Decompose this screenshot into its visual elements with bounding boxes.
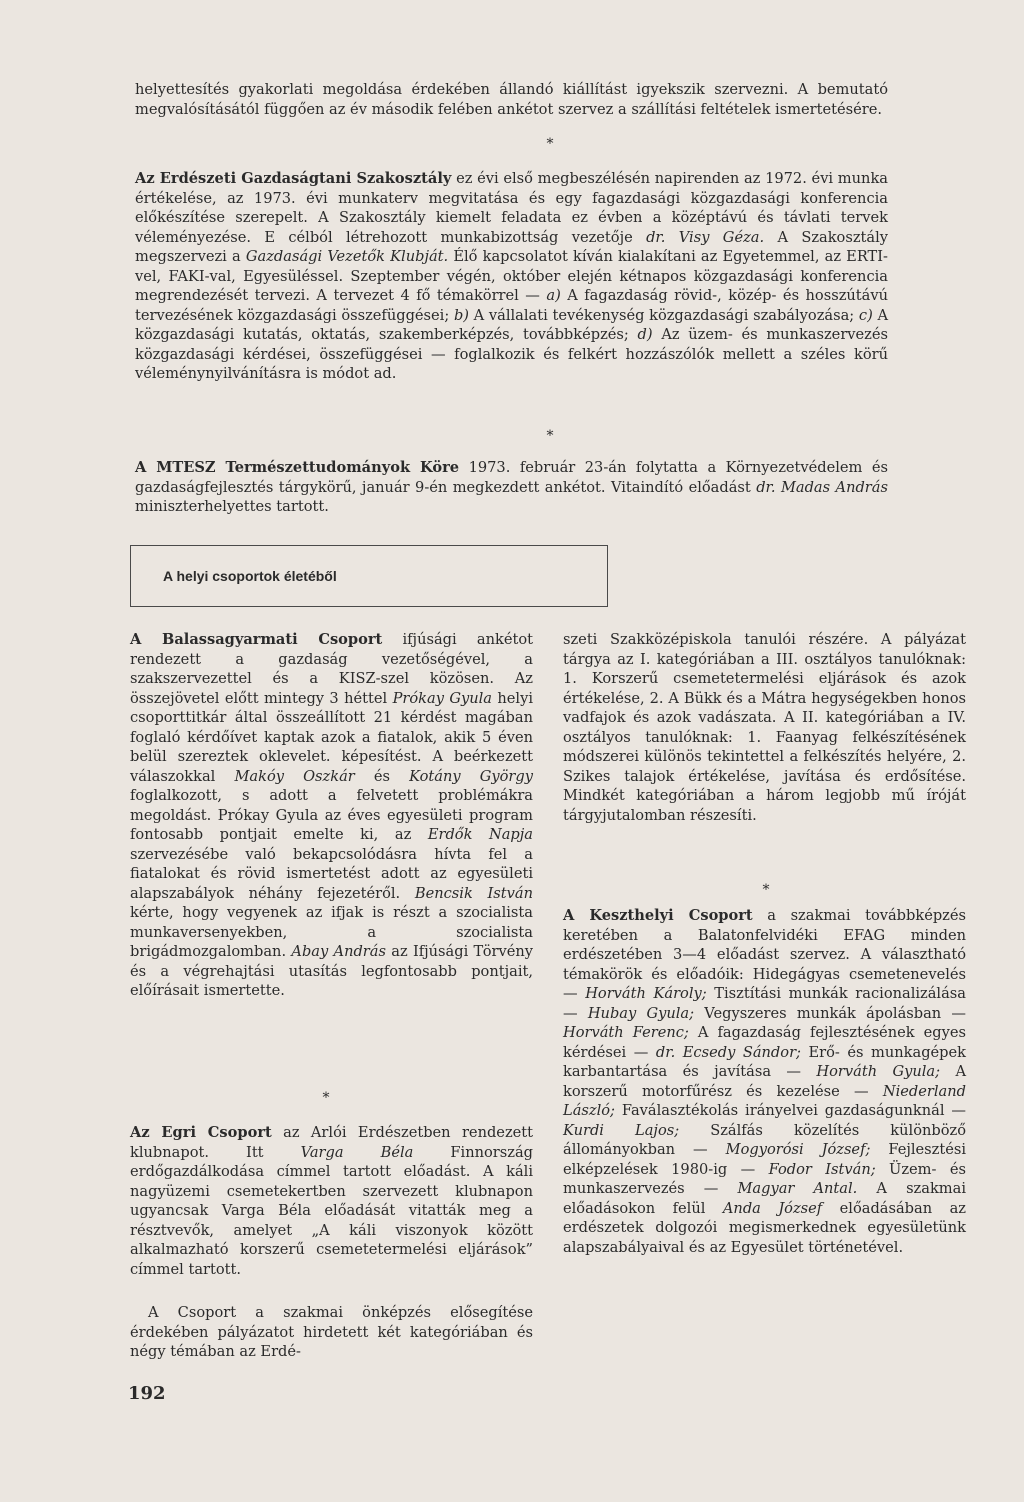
paragraph-eger (130, 1123, 533, 1279)
person-name: Horváth Ferenc; (563, 1024, 689, 1041)
text-run: előadásában az erdészetek dolgozói megismerkednek egyesületünk alapszabályaival és az Egyesület történetével. (563, 1199, 966, 1256)
separator-star: * (322, 1090, 330, 1106)
person-name: Horváth Gyula; (816, 1063, 941, 1080)
paragraph-balassagyarmat (130, 630, 533, 1001)
person-name: Mogyorósi József; (725, 1141, 871, 1158)
paragraph-keszthely (563, 906, 966, 1257)
person-name: Magyar Antal. (737, 1180, 858, 1197)
organization-name: Az Erdészeti Gazdaságtani Szakosztály (135, 170, 452, 187)
person-name: Makóy Oszkár (234, 767, 355, 785)
text-run: A vállalati tevékenység közgazdasági szabályozása; (469, 306, 859, 324)
text-run: és (354, 767, 410, 785)
text-run: Fejlesztési elképzelések 1980-ig — (563, 1141, 966, 1178)
paragraph-palyazat-cont: szeti Szakközépiskola tanulói részére. A pályázat tárgya az I. kategóriában a III. osztályos tanulóknak: 1. Korszerű csemetetermelési eljárások és azok értékelése, 2. A Bükk és a Mátra hegységekben honos vadfajok és azok vadászata. A II. kategóriában a IV. osztályos tanulóknak: 1. Faanyag felkészítésének módszerei különös tekintettel a felkészítés helyére, 2. Szikes talajok értékelése, javítása és erdősítése. Mindkét kategóriában a három legjobb mű íróját tárgyjutalomban részesíti. (563, 631, 966, 824)
person-name: Prókay Gyula (392, 689, 492, 707)
event-name: Erdők Napja (427, 826, 533, 843)
text-run: szervezésébe való bekapcsolódásra hívta fel a fiatalokat és rövid ismertetést adott az egyesületi alapszabályok néhány fejezetéről. (130, 845, 533, 902)
list-marker: d) (637, 326, 653, 343)
group-name: A Balassagyarmati Csoport (130, 631, 383, 648)
section-heading-box (130, 545, 608, 607)
list-marker: a) (546, 287, 561, 304)
text-run: Finnország erdőgazdálkodása címmel tartott előadást. A káli nagyüzemi csemetekertben szervezett klubnapon ugyancsak Varga Béla előadását vitatták meg a résztvevők, amelyet „A káli viszonyok között alkalmazható korszerű csemetetermelési eljárások” címmel tartott. (130, 1143, 533, 1278)
text-run: A szakmai előadásokon felül (563, 1180, 966, 1217)
paragraph-gazdasagtani (135, 169, 888, 384)
text-run: Tisztítási munkák racionalizálása — (563, 985, 966, 1022)
text-run: A fagazdaság rövid-, közép- és hosszútávú tervezésének közgazdasági összefüggései; (135, 287, 888, 324)
separator-star: * (762, 882, 770, 898)
separator-star: * (546, 428, 554, 444)
text-run: Faválasztékolás irányelvei gazdaságunknál — (614, 1102, 966, 1119)
text-run: A fagazdaság fejlesztésének egyes kérdései — (563, 1024, 966, 1061)
person-name: Niederland László; (563, 1082, 966, 1119)
text-run: helyi csoporttitkár által összeállított 21 kérdést magában foglaló kérdőívet kaptak azok a fiatalok, akik 5 éven belül szereztek oklevelet. képesítést. A beérkezett válaszokkal (130, 689, 534, 785)
organization-name: A MTESZ Természettudományok Köre (135, 459, 460, 476)
text-run: ifjúsági ankétot rendezett a gazdaság vezetőségével, a szakszervezettel és a KISZ-szel közösen. Az összejövetel előtt mintegy 3 héttel (130, 631, 533, 707)
text-run: Élő kapcsolatot kíván kialakítani az Egyetemmel, az ERTI-vel, FAKI-val, Egyesüléssel. Szeptember végén, október elején kétnapos közgazdasági konferencia megrendezését tervezi. A tervezet 4 fő témakörrel — (135, 248, 888, 304)
text-run: a szakmai továbbképzés keretében a Balatonfelvidéki EFAG minden erdészetében 3—4 előadást szervez. A választható témakörök és előadóik: Hidegágyas csemetenevelés — (563, 907, 966, 1002)
person-name: Kotány György (409, 767, 533, 785)
text-run: az Ifjúsági Törvény és a végrehajtási utasítás legfontosabb pontjait, előírásait ismertette. (130, 943, 533, 999)
person-name: Bencsik István (414, 884, 533, 902)
person-name: dr. Madas András (756, 478, 888, 496)
text-run: foglalkozott, s adott a felvetett problémákra megoldást. Prókay Gyula az éves egyesületi program fontosabb pontjait emelte ki, az (130, 787, 533, 843)
list-marker: c) (858, 306, 873, 324)
text-run: A Szakosztály megszervezi a (135, 228, 888, 265)
paragraph-mtesz (135, 458, 888, 517)
person-name: Kurdi Lajos; (563, 1121, 680, 1139)
text-run: A közgazdasági kutatás, oktatás, szakemberképzés, továbbképzés; (135, 306, 888, 343)
text-run: 1973. február 23-án folytatta a Környezetvédelem és gazdaságfejlesztés tárgykörű, január 9-én megkezdett ankétot. Vitaindító előadást (135, 459, 889, 496)
text-run: kérte, hogy vegyenek az ifjak is részt a szocialista munkaversenyekben, a szocialista brigádmozgalomban. (130, 904, 533, 960)
page-number: 192 (128, 1383, 166, 1404)
person-name: Hubay Gyula; (587, 1004, 695, 1022)
text-run: Szálfás közelítés különböző állományokban — (563, 1121, 966, 1158)
group-name: Az Egri Csoport (130, 1124, 272, 1141)
club-name: Gazdasági Vezetők Klubját. (245, 248, 449, 265)
text-run: Erő- és munkagépek karbantartása és javítása — (563, 1043, 967, 1080)
text-run: Üzem- és munkaszervezés — (563, 1160, 966, 1197)
text-run: miniszterhelyettes tartott. (135, 498, 329, 515)
person-name: Anda József (722, 1199, 823, 1217)
person-name: Fodor István; (768, 1160, 876, 1178)
list-marker: b) (453, 306, 469, 324)
group-name: A Keszthelyi Csoport (563, 907, 753, 924)
text-run: az Arlói Erdészetben rendezett klubnapot. Itt (130, 1124, 533, 1161)
text-run: Vegyszeres munkák ápolásban — (694, 1004, 967, 1022)
person-name: Varga Béla (300, 1143, 414, 1161)
intro-paragraph: helyettesítés gyakorlati megoldása érdekében állandó kiállítást igyekszik szervezni. A bemutató megvalósításától függően az év második felében ankétot szervez a szállítási feltételek ismertetésére. (135, 81, 888, 118)
separator-star: * (546, 136, 554, 152)
text-run: ez évi első megbeszélésén napirenden az 1972. évi munka értékelése, az 1973. évi munkaterv megvitatása és egy fagazdasági közgazdasági konferencia előkészítése szerepelt. A Szakosztály kiemelt feladata ez évben a középtávú és távlati tervek véleményezése. E célból létrehozott munkabizottság vezetője (135, 170, 888, 246)
text-run: A korszerű motorfűrész és kezelése — (563, 1063, 966, 1100)
section-title: A helyi csoportok életéből (163, 568, 337, 584)
person-name: Horváth Károly; (585, 985, 707, 1002)
person-name: dr. Visy Géza. (646, 228, 765, 246)
paragraph-palyazat-start: A Csoport a szakmai önképzés elősegítése érdekében pályázatot hirdetett két kategóriában és négy témában az Erdé- (130, 1304, 533, 1360)
person-name: dr. Ecsedy Sándor; (655, 1043, 801, 1061)
text-run: Az üzem- és munkaszervezés közgazdasági kérdései, összefüggései — foglalkozik és felkért hozzászólók mellett a széles körű véleménynyilvánításra is módot ad. (135, 326, 888, 382)
person-name: Abay András (291, 943, 386, 960)
